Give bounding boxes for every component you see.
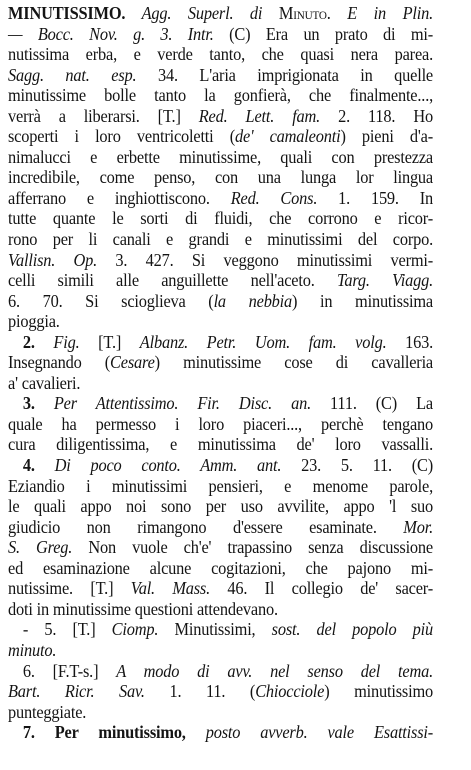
entry-line: [8, 661, 433, 682]
body-text: 46. Il collegio de' sacer-: [210, 578, 434, 599]
entry-line: [8, 619, 433, 640]
entry-line: [8, 270, 433, 291]
entry-line: [8, 393, 433, 414]
entry-line: [8, 147, 433, 168]
entry-line: [8, 24, 433, 45]
body-text: scoperti i loro ventricoletti (: [8, 126, 236, 147]
italic-text: Mor.: [403, 516, 434, 537]
entry-line: [8, 65, 433, 86]
body-text: tutte quante le sorti di fluidi, che corrono e ricor-: [8, 208, 434, 229]
body-text: minutissime bolle tanto la gonfierà, che finalmente...,: [8, 85, 434, 106]
body-text: punteggiate.: [8, 701, 87, 722]
body-text: 34. L'aria imprigionata in quelle: [136, 64, 434, 85]
body-text: doti in minutissime questioni attendevano.: [8, 598, 278, 619]
entry-line: [8, 106, 433, 127]
entry-line: [8, 352, 433, 373]
entry-line: [8, 722, 433, 743]
italic-text: Albanz. Petr. Uom. fam. volg.: [139, 331, 387, 352]
italic-text: Targ. Viagg.: [336, 270, 433, 291]
body-text: nutissime. [T.]: [8, 578, 131, 599]
body-text: 2. 118. Ho: [320, 105, 433, 126]
headword-text: 3.: [22, 393, 54, 414]
italic-text: Per Attentissimo. Fir. Disc. an.: [53, 393, 311, 414]
entry-line: [8, 517, 433, 538]
entry-line: [8, 558, 433, 579]
entry-line: [8, 311, 433, 332]
body-text: afferrano e inghiottiscono.: [8, 187, 231, 208]
entry-line: [8, 373, 433, 394]
body-text: celli simili alle anguillette nell'aceto.: [8, 270, 337, 291]
body-text: nutissima erba, e verde tanto, che quasi nera parea.: [8, 44, 434, 65]
body-text: [T.]: [79, 331, 140, 352]
body-text: giudicio non rimangono d'essere esaminate.: [8, 516, 404, 537]
entry-line: [8, 537, 433, 558]
entry-line: [8, 455, 433, 476]
body-text: ) minutissimo: [324, 681, 433, 702]
body-text: ed esaminazione alcune cogitazioni, che pajono mi-: [8, 557, 434, 578]
body-text: Minutissimi,: [158, 619, 272, 640]
body-text: pioggia.: [8, 311, 60, 332]
body-text: quale ha permesso i loro piaceri..., perchè tengano: [8, 413, 434, 434]
italic-text: Agg. Superl. di: [125, 3, 279, 23]
body-text: Non vuole ch'e' trapassino senza discussione: [72, 537, 434, 558]
body-text: 1. 11. (: [144, 681, 256, 702]
entry-line: [8, 85, 433, 106]
entry-line: [8, 188, 433, 209]
entry-line: [8, 496, 433, 517]
italic-text: A modo di avv. nel senso del tema.: [116, 660, 434, 681]
body-text: 3. 427. Si veggono minutissimi vermi-: [97, 249, 434, 270]
italic-text: Ciomp.: [111, 619, 159, 640]
italic-text: Fig.: [53, 331, 80, 352]
body-text: cura diligentissima, e minutissima de' loro vassalli.: [8, 434, 434, 455]
italic-text: Di poco conto. Amm. ant.: [54, 455, 282, 476]
entry-line: [8, 640, 433, 661]
body-text: 111. (C) La: [310, 393, 434, 414]
body-text: 23. 5. 11. (C): [281, 455, 434, 476]
headword-text: 2.: [22, 331, 54, 352]
body-text: ) in minutissima: [292, 290, 433, 311]
italic-text: S. Greg.: [8, 537, 73, 558]
entry-line: [8, 126, 433, 147]
entry-line: [8, 702, 433, 723]
italic-text: de' camaleonti: [235, 126, 341, 147]
body-text: ) pieni d'a-: [340, 126, 434, 147]
entry-line: [8, 44, 433, 65]
italic-text: Val. Mass.: [130, 578, 211, 599]
italic-text: Sagg. nat. esp.: [8, 64, 137, 85]
body-text: Minuto.: [278, 3, 331, 23]
entry-line: [8, 681, 433, 702]
entry-line: [8, 250, 433, 271]
body-text: verrà a liberarsi. [T.]: [8, 105, 199, 126]
italic-text: — Bocc. Nov. g. 3. Intr.: [8, 23, 214, 44]
body-text: rono per li canali e grandi e minutissimi del corpo.: [8, 229, 434, 250]
entry-line: [8, 434, 433, 455]
body-text: (C) Era un prato di mi-: [213, 23, 434, 44]
body-text: ) minutissime cose di cavalleria: [154, 352, 434, 373]
body-text: Eziandio i minutissimi pensieri, e menome parole,: [8, 475, 434, 496]
italic-text: posto avverb. vale Esattissi-: [205, 722, 434, 743]
body-text: - 5. [T.]: [22, 619, 112, 640]
headword-text: MINUTISSIMO.: [8, 3, 126, 23]
italic-text: Cesare: [110, 352, 155, 373]
body-text: 6. [F.T-s.]: [22, 660, 117, 681]
italic-text: Bart. Ricr. Sav.: [8, 681, 145, 702]
entry-line: [8, 208, 433, 229]
entry-line: [8, 291, 433, 312]
italic-text: E in Plin.: [330, 3, 434, 23]
entry-line: [8, 578, 433, 599]
entry-line: [8, 3, 433, 24]
entry-line: [8, 414, 433, 435]
body-text: le quali appo noi sono per uso avvilite, appo 'l suo: [8, 496, 434, 517]
headword-text: 4.: [22, 455, 55, 476]
entry-line: [8, 332, 433, 353]
italic-text: Red. Lett. fam.: [198, 105, 321, 126]
entry-line: [8, 599, 433, 620]
italic-text: sost. del popolo più: [271, 619, 434, 640]
body-text: Insegnando (: [8, 352, 111, 373]
headword-text: 7. Per minutissimo,: [22, 722, 206, 743]
body-text: nimalucci e erbette minutissime, quali con prestezza: [8, 146, 434, 167]
entry-line: [8, 167, 433, 188]
italic-text: la nebbia: [213, 290, 293, 311]
body-text: a' cavalieri.: [8, 372, 81, 393]
italic-text: minuto.: [8, 639, 57, 660]
body-text: 163.: [386, 331, 434, 352]
body-text: 6. 70. Si scioglieva (: [8, 290, 214, 311]
body-text: 1. 159. In: [317, 187, 434, 208]
italic-text: Vallisn. Op.: [8, 249, 98, 270]
entry-line: [8, 229, 433, 250]
italic-text: Chiocciole: [255, 681, 325, 702]
entry-line: [8, 476, 433, 497]
italic-text: Red. Cons.: [230, 187, 318, 208]
body-text: incredibile, come penso, con una lunga lor lingua: [8, 167, 434, 188]
